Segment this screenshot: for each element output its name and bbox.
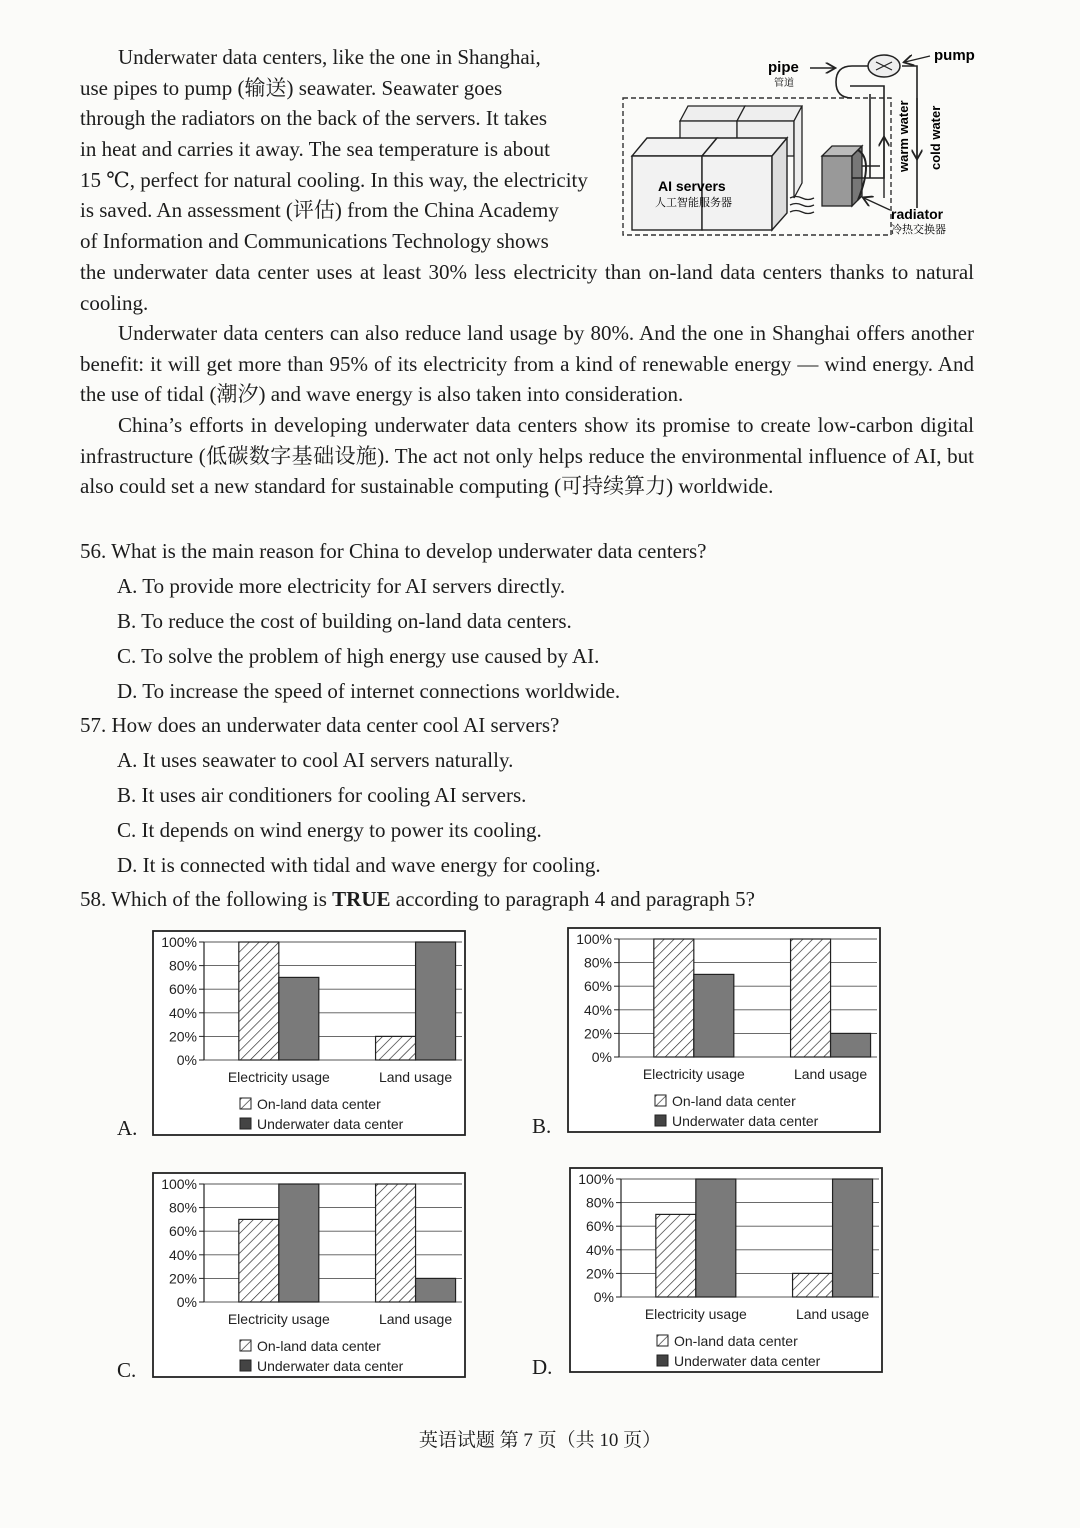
option-57-d[interactable]: D. It is connected with tidal and wave energy for cooling. (117, 853, 601, 877)
legend-swatch-on-land (240, 1340, 251, 1351)
x-category-label: Electricity usage (227, 1069, 330, 1085)
text-line: of Information and Communications Technology shows (80, 229, 549, 253)
x-category-label: Land usage (378, 1311, 453, 1327)
x-category-label: Electricity usage (644, 1306, 747, 1322)
legend-swatch-on-land (655, 1095, 666, 1106)
y-tick-label: 80% (168, 957, 197, 974)
y-tick-label: 40% (585, 1241, 614, 1258)
bar-underwater (279, 1184, 319, 1302)
option-57-a[interactable]: A. It uses seawater to cool AI servers naturally. (117, 748, 514, 772)
option-56-b[interactable]: B. To reduce the cost of building on-land data centers. (117, 609, 572, 633)
y-tick-label: 100% (576, 931, 612, 947)
legend-label: On-land data center (257, 1096, 381, 1112)
y-tick-label: 20% (585, 1265, 614, 1282)
text-line: Underwater data centers, like the one in Shanghai, (118, 45, 541, 69)
y-tick-label: 80% (168, 1199, 197, 1216)
y-tick-label: 20% (168, 1028, 197, 1045)
bar-on-land (793, 1273, 833, 1297)
question-58-text-end: according to paragraph 4 and paragraph 5? (390, 887, 755, 911)
y-tick-label: 100% (161, 1176, 197, 1192)
question-57: 57. How does an underwater data center cool AI servers? (80, 713, 560, 737)
question-58 (80, 884, 755, 914)
legend-swatch-on-land (240, 1098, 251, 1109)
y-tick-label: 100% (578, 1171, 614, 1187)
bar-on-land (239, 1219, 279, 1302)
bar-underwater (696, 1179, 736, 1297)
text-line: use pipes to pump (输送) seawater. Seawater goes (80, 76, 503, 100)
x-category-label: Electricity usage (227, 1311, 330, 1327)
y-tick-label: 40% (168, 1004, 197, 1021)
legend-label: On-land data center (257, 1338, 381, 1354)
bar-underwater (416, 1278, 456, 1302)
y-tick-label: 0% (176, 1294, 197, 1310)
x-category-label: Electricity usage (642, 1066, 745, 1082)
y-tick-label: 100% (161, 934, 197, 950)
warm-water-label: warm water (896, 100, 911, 172)
legend-label: Underwater data center (674, 1353, 821, 1369)
y-tick-label: 40% (583, 1001, 612, 1018)
legend-swatch-underwater (240, 1118, 251, 1129)
y-tick-label: 40% (168, 1246, 197, 1263)
option-57-c[interactable]: C. It depends on wind energy to power its cooling. (117, 818, 542, 842)
pump-label: pump (934, 47, 975, 64)
legend-swatch-on-land (657, 1335, 668, 1346)
y-tick-label: 60% (168, 1223, 197, 1240)
paragraph-3: China’s efforts in developing underwater data centers show its promise to create low-carbon digital infrastructure (低碳数字基础设施). The act not only helps reduce the environmental influence of AI, but also could set a new standard for sustainable computing (可持续算力) worldwide. (80, 413, 974, 499)
pipe-label-cn: 管道 (774, 78, 794, 89)
ai-servers-label: AI servers (658, 178, 726, 194)
chart-b[interactable] (567, 927, 881, 1133)
bar-on-land (376, 1184, 416, 1302)
question-58-text-start: 58. Which of the following is (80, 887, 333, 911)
option-56-d[interactable]: D. To increase the speed of internet connections worldwide. (117, 679, 621, 703)
radiator-label-cn: 冷热交换器 (891, 224, 946, 236)
legend-label: Underwater data center (257, 1358, 404, 1374)
legend-label: Underwater data center (257, 1116, 404, 1132)
bar-underwater (833, 1179, 873, 1297)
text-line: in heat and carries it away. The sea temperature is about (80, 137, 550, 161)
legend-swatch-underwater (657, 1355, 668, 1366)
x-category-label: Land usage (795, 1306, 870, 1322)
y-tick-label: 60% (585, 1218, 614, 1235)
paragraph-2: Underwater data centers can also reduce land usage by 80%. And the one in Shanghai offers another benefit: it will get more than 95% of its electricity from a kind of renewable energy — wind energy. And the use of tidal (潮汐) and wave energy is also taken into consideration. (80, 321, 974, 407)
page-footer: 英语试题 第 7 页（共 10 页） (418, 1430, 662, 1451)
bar-on-land (654, 939, 694, 1057)
cold-water-label: cold water (928, 105, 943, 170)
ai-servers-label-cn: 人工智能服务器 (655, 197, 732, 209)
text-line: the underwater data center uses at least 30% less electricity than on-land data centers thanks to natural cooling. (80, 260, 974, 315)
text-line: through the radiators on the back of the servers. It takes (80, 106, 548, 130)
bar-on-land (239, 942, 279, 1060)
legend-label: On-land data center (674, 1333, 798, 1349)
legend-label: Underwater data center (672, 1113, 819, 1129)
question-58-emphasis: TRUE (332, 887, 391, 911)
y-tick-label: 20% (583, 1025, 612, 1042)
bar-on-land (656, 1214, 696, 1297)
chart-a[interactable] (152, 930, 466, 1136)
y-tick-label: 0% (591, 1049, 612, 1065)
chart-b-letter[interactable]: B. (532, 1114, 552, 1138)
text-line: 15 ℃, perfect for natural cooling. In this way, the electricity (80, 168, 588, 192)
y-tick-label: 0% (176, 1052, 197, 1068)
y-tick-label: 20% (168, 1270, 197, 1287)
option-56-a[interactable]: A. To provide more electricity for AI servers directly. (117, 574, 566, 598)
option-57-b[interactable]: B. It uses air conditioners for cooling AI servers. (117, 783, 527, 807)
y-tick-label: 60% (583, 978, 612, 995)
chart-d-letter[interactable]: D. (532, 1355, 553, 1379)
legend-swatch-underwater (655, 1115, 666, 1126)
y-tick-label: 80% (583, 954, 612, 971)
bar-underwater (694, 974, 734, 1057)
bar-on-land (376, 1036, 416, 1060)
x-category-label: Land usage (378, 1069, 453, 1085)
pipe-label: pipe (768, 59, 799, 76)
option-56-c[interactable]: C. To solve the problem of high energy use caused by AI. (117, 644, 600, 668)
legend-swatch-underwater (240, 1360, 251, 1371)
legend-label: On-land data center (672, 1093, 796, 1109)
radiator-label: radiator (891, 206, 944, 222)
chart-c[interactable] (152, 1172, 466, 1378)
chart-c-letter[interactable]: C. (117, 1358, 137, 1382)
y-tick-label: 80% (585, 1194, 614, 1211)
cooling-diagram (612, 38, 992, 248)
bar-underwater (416, 942, 456, 1060)
question-56: 56. What is the main reason for China to develop underwater data centers? (80, 539, 707, 563)
y-tick-label: 0% (593, 1289, 614, 1305)
bar-underwater (831, 1033, 871, 1057)
bar-on-land (791, 939, 831, 1057)
text-line: is saved. An assessment (评估) from the China Academy (80, 198, 559, 222)
y-tick-label: 60% (168, 981, 197, 998)
chart-a-letter[interactable]: A. (117, 1116, 138, 1140)
bar-underwater (279, 977, 319, 1060)
chart-d[interactable] (569, 1167, 883, 1373)
x-category-label: Land usage (793, 1066, 868, 1082)
